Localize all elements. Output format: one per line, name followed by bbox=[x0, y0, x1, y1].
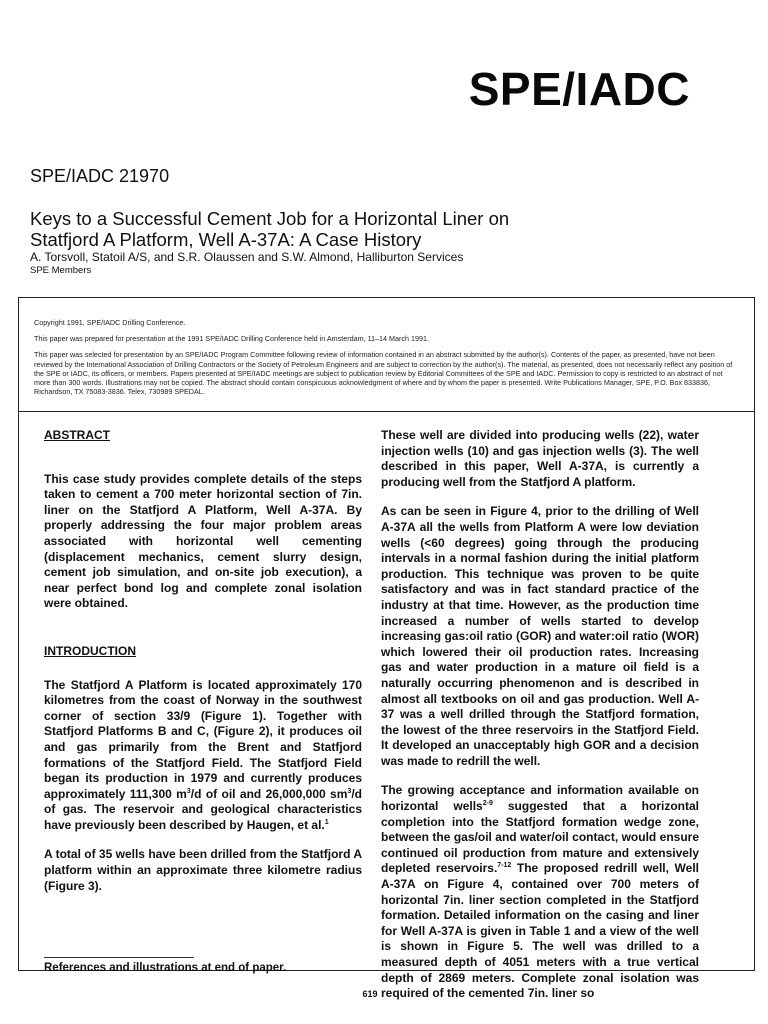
paper-title bbox=[30, 208, 730, 250]
intro-text-a: The Statfjord A Platform is located approximately 170 kilometres from the coast of Norway in the southwest corner of section 33/9 (Figure 1). Together with Statfjord Platforms B and C, (Figure 2), it produces oil and gas primarily from the Brent and Statfjord formations of the Statfjord Field. The Statfjord Field began its production in 1979 and currently produces approximately 111,300 m bbox=[44, 677, 362, 801]
abstract-paragraph: This case study provides complete details of the steps taken to cement a 700 meter horizontal section of 7in. liner on the Statfjord A Platform, Well A-37A. By properly addressing the four major problem areas associated with horizontal well cementing (displacement mechanics, cement slurry design, cement job simulation, and on-site job execution), a near perfect bond log and complete zonal isolation were obtained. bbox=[44, 471, 362, 611]
copyright-notice bbox=[34, 318, 734, 403]
abstract-heading: ABSTRACT bbox=[44, 428, 110, 442]
right-column bbox=[381, 428, 699, 1002]
superscript: 3 bbox=[186, 787, 191, 795]
right-p3-text-a: The growing acceptance and information available on horizontal wells bbox=[381, 783, 699, 814]
page-number: 619 bbox=[362, 989, 378, 999]
intro-paragraph-1 bbox=[44, 678, 362, 834]
copyright-line: Copyright 1991, SPE/IADC Drilling Conference. bbox=[34, 318, 186, 327]
reference-superscript: 7-12 bbox=[497, 862, 512, 870]
intro-text-b: /d of oil and 26,000,000 sm bbox=[190, 786, 348, 801]
left-column bbox=[44, 428, 362, 894]
footnote-rule bbox=[44, 957, 194, 958]
right-paragraph-3 bbox=[381, 783, 699, 1001]
title-line-2: Statfjord A Platform, Well A-37A: A Case History bbox=[30, 229, 422, 250]
reference-superscript: 2-9 bbox=[482, 800, 493, 808]
right-paragraph-1: These well are divided into producing wells (22), water injection wells (10) and gas injection wells (3). The well described in this paper, Well A-37A, is currently a producing well from the Statfjord A platform. bbox=[381, 428, 699, 489]
intro-paragraph-2: A total of 35 wells have been drilled from the Statfjord A platform within an approximate three kilometre radius (Figure 3). bbox=[44, 847, 362, 893]
introduction-heading: INTRODUCTION bbox=[44, 643, 136, 658]
authors: A. Torsvoll, Statoil A/S, and S.R. Olaussen and S.W. Almond, Halliburton Services bbox=[30, 250, 464, 264]
paper-number: SPE/IADC 21970 bbox=[30, 166, 170, 186]
spe-iadc-logo: SPE/IADC bbox=[468, 63, 690, 115]
selection-notice: This paper was selected for presentation by an SPE/IADC Program Committee following review of information contained in an abstract submitted by the author(s). Contents of the paper, as presented, have not been reviewed by the International Association of Drilling Contractors or the Society of Petroleum Engineers and are subject to correction by the author(s). The material, as presented, does not necessarily reflect any position of the SPE or IADC, its officers, or members. Papers presented at SPE/IADC meetings are subject to publication review by Editorial Committees of the SPE and IADC. Permission to copy is restricted to an abstract of not more than 300 words. Illustrations may not be copied. The abstract should contain conspicuous acknowledgment of where and by whom the paper is presented. Write Publications Manager, SPE, P.O. Box 833836, Richardson, TX 75083-3836. Telex, 730989 SPEDAL. bbox=[34, 350, 733, 397]
footnote: References and illustrations at end of paper. bbox=[44, 962, 287, 974]
right-paragraph-2: As can be seen in Figure 4, prior to the drilling of Well A-37A all the wells from Platform A were low deviation wells (<60 degrees) going through the producing intervals in a normal fashion during the initial platform production. This technique was proven to be quite satisfactory and was in fact standard practice of the industry at that time. However, as the production time increased a number of wells started to develop increasing gas:oil ratio (GOR) and water:oil ratio (WOR) which lowered their oil production rates. Increasing gas and water production in a mature oil field is a naturally occurring phenomenon and is described in almost all textbooks on oil and gas production. Well A-37 was a well drilled through the Statfjord formation, the lowest of the three reservoirs in the Statfjord Field. It developed an unacceptably high GOR and a decision was made to redrill the well. bbox=[381, 504, 699, 768]
right-p3-text-b: suggested that a horizontal completion into the Statfjord formation wedge zone, between the gas/oil and water/oil contact, would ensure continued oil production from mature and extensively depleted reservoirs. bbox=[381, 799, 699, 876]
spe-members-label: SPE Members bbox=[30, 265, 92, 276]
notice-divider bbox=[19, 411, 754, 412]
right-p3-text-c: The proposed redrill well, Well A-37A on Figure 4, contained over 700 meters of horizontal 7in. liner section completed in the Statfjord formation. Detailed information on the casing and liner for Well A-37A is given in Table 1 and a view of the well is shown in Figure 5. The well was drilled to a measured depth of 4051 meters with a true vertical depth of 2869 meters. Complete zonal isolation was required of the cemented 7in. liner so bbox=[381, 861, 699, 1001]
title-line-1: Keys to a Successful Cement Job for a Horizontal Liner on bbox=[30, 208, 510, 229]
intro-text-c: /d of gas. The reservoir and geological characteristics have previously been described by Haugen, et al. bbox=[44, 786, 362, 832]
superscript: 3 bbox=[347, 787, 352, 795]
prepared-line: This paper was prepared for presentation at the 1991 SPE/IADC Drilling Conference held in Amsterdam, 11–14 March 1991. bbox=[34, 334, 429, 344]
reference-superscript: 1 bbox=[324, 818, 329, 826]
